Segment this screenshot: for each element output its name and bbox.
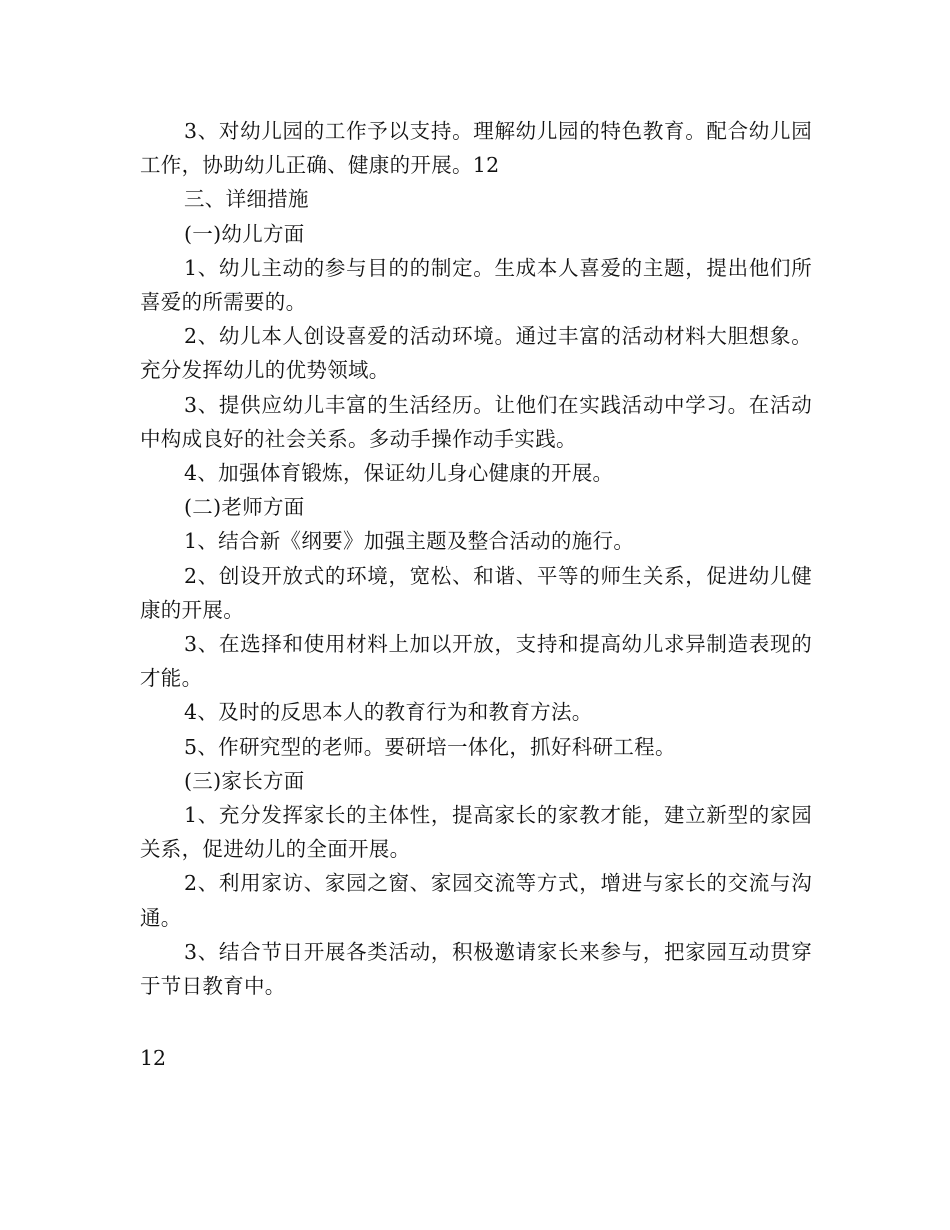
paragraph-parents-1: 1、充分发挥家长的主体性，提高家长的家教才能，建立新型的家园关系，促进幼儿的全面开展。 — [140, 803, 812, 862]
paragraph-parents-3: 3、结合节日开展各类活动，积极邀请家长来参与，把家园互动贯穿于节日教育中。 — [140, 939, 812, 999]
paragraph-teachers-1: 1、结合新《纲要》加强主题及整合活动的施行。 — [184, 529, 635, 554]
paragraph-support-kindergarten: 3、对幼儿园的工作予以支持。理解幼儿园的特色教育。配合幼儿园工作，协助幼儿正确、健康的开展。12 — [140, 119, 812, 178]
paragraph-parents-2: 2、利用家访、家园之窗、家园交流等方式，增进与家长的交流与沟通。 — [140, 871, 812, 930]
paragraph-teachers-4: 4、及时的反思本人的教育行为和教育方法。 — [184, 700, 593, 725]
paragraph-children-2: 2、幼儿本人创设喜爱的活动环境。通过丰富的活动材料大胆想象。充分发挥幼儿的优势领域。 — [140, 324, 812, 383]
page-number: 12 — [140, 1046, 167, 1070]
section-heading-measures: 三、详细措施 — [184, 187, 309, 212]
paragraph-teachers-3: 3、在选择和使用材料上加以开放，支持和提高幼儿求异制造表现的才能。 — [140, 632, 812, 691]
paragraph-teachers-5: 5、作研究型的老师。要研培一体化，抓好科研工程。 — [184, 734, 676, 759]
paragraph-children-3: 3、提供应幼儿丰富的生活经历。让他们在实践活动中学习。在活动中构成良好的社会关系。多动手操作动手实践。 — [140, 392, 812, 451]
paragraph-children-1: 1、幼儿主动的参与目的的制定。生成本人喜爱的主题，提出他们所喜爱的所需要的。 — [140, 255, 812, 315]
subsection-heading-parents: (三)家长方面 — [184, 768, 305, 793]
subsection-heading-children: (一)幼儿方面 — [184, 221, 305, 246]
document-body — [140, 114, 812, 1003]
paragraph-teachers-2: 2、创设开放式的环境，宽松、和谐、平等的师生关系，促进幼儿健康的开展。 — [140, 563, 812, 622]
subsection-heading-teachers: (二)老师方面 — [184, 495, 305, 520]
paragraph-children-4: 4、加强体育锻炼，保证幼儿身心健康的开展。 — [184, 461, 614, 486]
